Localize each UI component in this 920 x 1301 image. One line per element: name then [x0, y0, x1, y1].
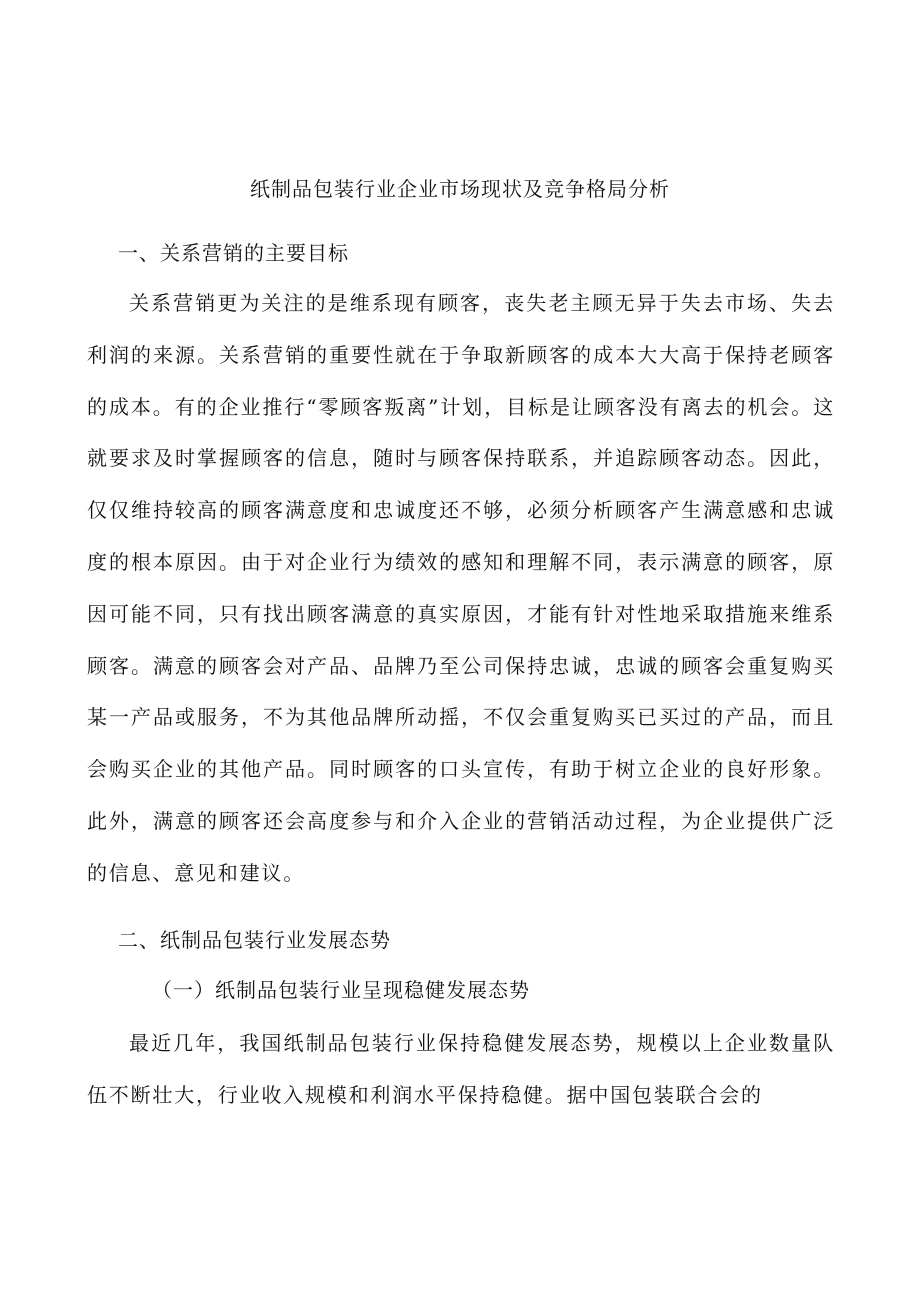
- section-heading-1: 一、关系营销的主要目标: [118, 241, 349, 265]
- document-title: 纸制品包装行业企业市场现状及竞争格局分析: [250, 177, 670, 201]
- section-2-subheading: （一）纸制品包装行业呈现稳健发展态势: [152, 978, 530, 1002]
- section-heading-2: 二、纸制品包装行业发展态势: [118, 928, 391, 952]
- section-2-paragraph: 最近几年，我国纸制品包装行业保持稳健发展态势，规模以上企业数量队伍不断壮大，行业收入规模和利润水平保持稳健。据中国包装联合会的: [87, 1031, 835, 1107]
- section-1-paragraph: 关系营销更为关注的是维系现有顾客，丧失老主顾无异于失去市场、失去利润的来源。关系营销的重要性就在于争取新顾客的成本大大高于保持老顾客的成本。有的企业推行“零顾客叛离”计划，目标是让顾客没有离去的机会。这就要求及时掌握顾客的信息，随时与顾客保持联系，并追踪顾客动态。因此，仅仅维持较高的顾客满意度和忠诚度还不够，必须分析顾客产生满意感和忠诚度的根本原因。由于对企业行为绩效的感知和理解不同，表示满意的顾客，原因可能不同，只有找出顾客满意的真实原因，才能有针对性地采取措施来维系顾客。满意的顾客会对产品、品牌乃至公司保持忠诚，忠诚的顾客会重复购买某一产品或服务，不为其他品牌所动摇，不仅会重复购买已买过的产品，而且会购买企业的其他产品。同时顾客的口头宣传，有助于树立企业的良好形象。此外，满意的顾客还会高度参与和介入企业的营销活动过程，为企业提供广泛的信息、意见和建议。: [87, 291, 835, 885]
